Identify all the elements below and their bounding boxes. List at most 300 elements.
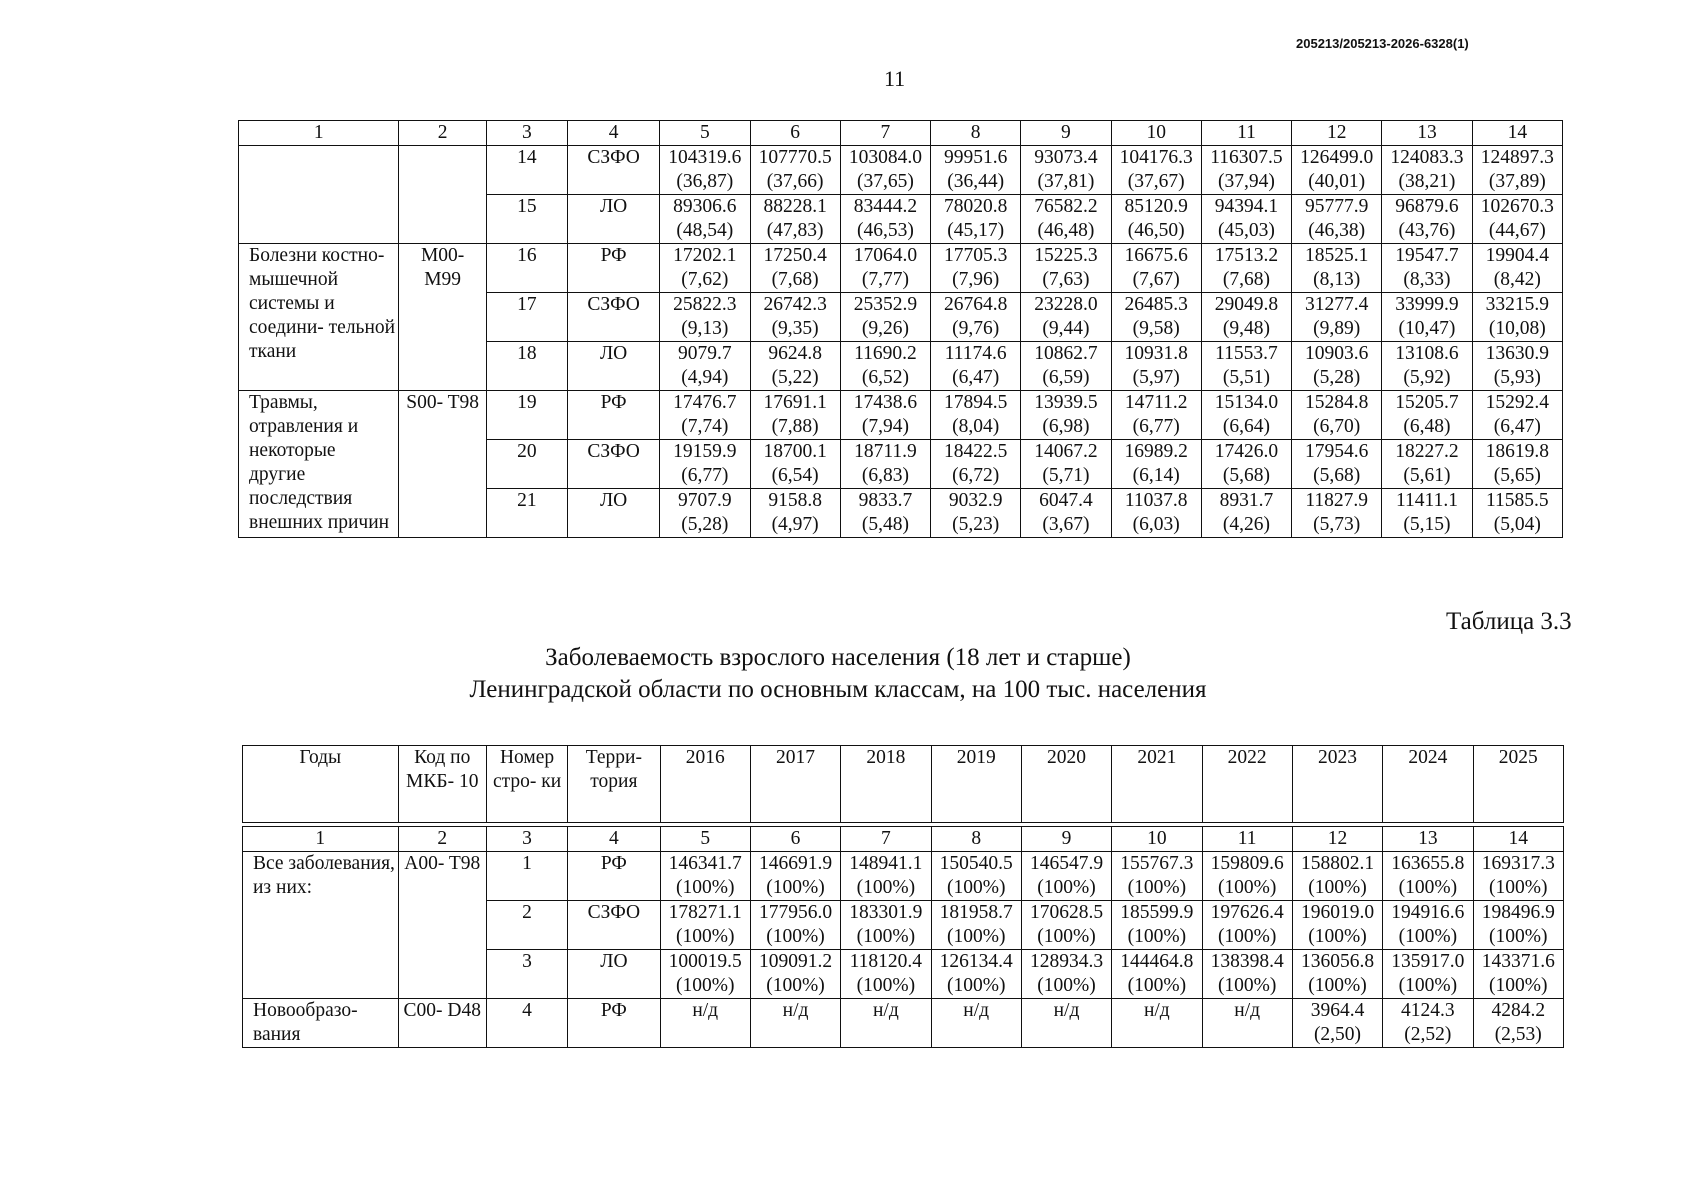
value-main: 99951.6 xyxy=(943,147,1008,168)
table-row xyxy=(239,244,1563,293)
value-main: 136056.8 xyxy=(1300,951,1375,972)
value-share: (9,35) xyxy=(771,318,819,339)
value-cell xyxy=(1292,901,1382,950)
header-year: 2017 xyxy=(750,746,840,823)
value-share: (4,97) xyxy=(771,514,819,535)
header-year: 2023 xyxy=(1292,746,1382,823)
value-main: 85120.9 xyxy=(1124,196,1188,217)
value-cell xyxy=(660,146,750,195)
column-number: 12 xyxy=(1292,827,1382,852)
value-main: 17894.5 xyxy=(943,392,1008,413)
value-share: (6,59) xyxy=(1042,367,1090,388)
table-row xyxy=(243,999,1564,1048)
value-share: (3,67) xyxy=(1042,514,1090,535)
value-share: (46,53) xyxy=(856,220,914,241)
value-share: (6,54) xyxy=(771,465,819,486)
header-territory: Терри- тория xyxy=(568,746,660,823)
value-share: (100%) xyxy=(1308,975,1367,996)
value-cell xyxy=(1021,391,1111,440)
column-number: 3 xyxy=(486,827,567,852)
value-share: (100%) xyxy=(856,975,916,996)
column-number: 9 xyxy=(1021,121,1111,146)
value-cell xyxy=(841,999,931,1048)
value-main: 17705.3 xyxy=(943,245,1008,266)
value-cell xyxy=(1292,950,1382,999)
value-share: (100%) xyxy=(1217,975,1277,996)
value-cell xyxy=(1292,440,1382,489)
value-share: (100%) xyxy=(1308,877,1367,898)
value-share xyxy=(661,1023,750,1047)
value-share: (6,72) xyxy=(952,465,1000,486)
value-main: 89306.6 xyxy=(673,196,737,217)
value-cell xyxy=(840,342,930,391)
value-main: 124083.3 xyxy=(1390,147,1464,168)
value-cell xyxy=(750,440,840,489)
value-main: 10903.6 xyxy=(1305,343,1369,364)
value-share: (37,89) xyxy=(1488,171,1546,192)
value-share: (37,81) xyxy=(1037,171,1095,192)
value-cell xyxy=(1382,293,1472,342)
value-share: (48,54) xyxy=(676,220,734,241)
column-number-row xyxy=(239,121,1563,146)
value-main: 9079.7 xyxy=(678,343,732,364)
value-main: 135917.0 xyxy=(1391,951,1465,972)
column-number: 14 xyxy=(1473,827,1564,852)
value-cell xyxy=(660,999,750,1048)
value-cell xyxy=(1472,146,1562,195)
value-cell xyxy=(1382,440,1472,489)
value-main: 124897.3 xyxy=(1480,147,1554,168)
value-cell xyxy=(1112,901,1202,950)
value-share: (44,67) xyxy=(1488,220,1546,241)
value-cell xyxy=(1111,293,1201,342)
value-main: 11174.6 xyxy=(944,343,1007,364)
value-share: (7,88) xyxy=(771,416,819,437)
line-number: 16 xyxy=(486,244,567,293)
value-cell xyxy=(750,146,840,195)
value-share: (6,98) xyxy=(1042,416,1090,437)
value-main: 11827.9 xyxy=(1305,490,1369,511)
value-cell xyxy=(1201,489,1291,538)
value-main: 31277.4 xyxy=(1305,294,1369,315)
value-cell xyxy=(931,999,1021,1048)
header-year: 2019 xyxy=(931,746,1021,823)
value-share: (100%) xyxy=(675,877,735,898)
document-id: 205213/205213-2026-6328(1) xyxy=(1296,36,1469,51)
value-share: (6,83) xyxy=(861,465,909,486)
value-main: 104319.6 xyxy=(668,147,742,168)
value-share: (7,67) xyxy=(1132,269,1180,290)
column-number: 2 xyxy=(399,121,486,146)
header-year: 2016 xyxy=(660,746,750,823)
value-share: (100%) xyxy=(856,926,916,947)
value-share: (46,50) xyxy=(1127,220,1185,241)
column-number: 8 xyxy=(931,121,1021,146)
value-share: (100%) xyxy=(1127,877,1187,898)
value-share: (43,76) xyxy=(1398,220,1456,241)
value-cell xyxy=(1111,391,1201,440)
value-cell xyxy=(841,901,931,950)
value-share: (7,63) xyxy=(1042,269,1090,290)
value-main: 11411.1 xyxy=(1396,490,1458,511)
value-main: 18711.9 xyxy=(854,441,917,462)
value-share: (40,01) xyxy=(1308,171,1366,192)
column-number: 3 xyxy=(486,121,567,146)
value-share: (37,67) xyxy=(1127,171,1185,192)
column-number: 1 xyxy=(239,121,399,146)
value-cell xyxy=(840,489,930,538)
value-cell xyxy=(1383,950,1473,999)
value-cell xyxy=(1021,146,1111,195)
value-main: 94394.1 xyxy=(1214,196,1279,217)
value-share: (7,96) xyxy=(952,269,1000,290)
value-share: (2,50) xyxy=(1313,1024,1362,1045)
territory: РФ xyxy=(567,391,659,440)
value-cell xyxy=(1473,950,1564,999)
value-main: 17064.0 xyxy=(853,245,918,266)
value-share: (7,68) xyxy=(771,269,819,290)
value-main: 26742.3 xyxy=(763,294,827,315)
table-row xyxy=(239,391,1563,440)
value-main: 18227.2 xyxy=(1395,441,1459,462)
value-cell xyxy=(1382,244,1472,293)
value-cell xyxy=(1111,195,1201,244)
value-share: (10,47) xyxy=(1398,318,1456,339)
value-main: 146691.9 xyxy=(758,853,833,874)
territory: СЗФО xyxy=(568,901,660,950)
value-share: (5,61) xyxy=(1403,465,1451,486)
value-cell xyxy=(1472,391,1562,440)
value-main: 15284.8 xyxy=(1305,392,1369,413)
value-main: 17426.0 xyxy=(1214,441,1279,462)
value-main: 33999.9 xyxy=(1395,294,1459,315)
column-number: 1 xyxy=(243,827,399,852)
value-share: (37,65) xyxy=(856,171,914,192)
value-main: 26485.3 xyxy=(1124,294,1188,315)
header-line-number: Номер стро- ки xyxy=(486,746,567,823)
value-share: (8,33) xyxy=(1403,269,1451,290)
value-main: 183301.9 xyxy=(849,902,923,923)
value-main: 26764.8 xyxy=(943,294,1008,315)
value-cell xyxy=(1201,293,1291,342)
value-main: 159809.6 xyxy=(1210,853,1284,874)
value-cell xyxy=(1472,440,1562,489)
value-cell xyxy=(750,852,840,901)
value-main: н/д xyxy=(1053,1000,1080,1021)
value-main: 17691.1 xyxy=(763,392,827,413)
value-main: 4124.3 xyxy=(1401,1000,1455,1021)
value-main: 9032.9 xyxy=(948,490,1003,511)
column-number: 11 xyxy=(1202,827,1292,852)
value-cell xyxy=(931,901,1021,950)
value-share: (9,26) xyxy=(861,318,909,339)
value-cell xyxy=(1021,244,1111,293)
column-number: 11 xyxy=(1201,121,1291,146)
value-cell xyxy=(840,146,930,195)
value-share: (6,03) xyxy=(1132,514,1180,535)
value-share: (38,21) xyxy=(1398,171,1456,192)
table-3-3-header xyxy=(242,745,1564,823)
icd-code: S00- T98 xyxy=(399,391,486,538)
line-number: 1 xyxy=(486,852,567,901)
value-main: 9833.7 xyxy=(858,490,913,511)
value-cell xyxy=(1383,901,1473,950)
value-main: 13939.5 xyxy=(1034,392,1098,413)
column-number: 13 xyxy=(1382,121,1472,146)
value-share: (7,74) xyxy=(681,416,729,437)
value-cell xyxy=(931,950,1021,999)
column-number: 7 xyxy=(840,121,930,146)
value-share: (100%) xyxy=(1037,926,1096,947)
column-number: 10 xyxy=(1112,827,1202,852)
value-cell xyxy=(1111,244,1201,293)
value-share: (100%) xyxy=(1489,975,1548,996)
value-share: (45,03) xyxy=(1218,220,1275,241)
value-main: 11037.8 xyxy=(1124,490,1188,511)
value-cell xyxy=(1202,999,1292,1048)
value-cell xyxy=(1021,440,1111,489)
value-share: (37,66) xyxy=(766,171,824,192)
value-cell xyxy=(1473,852,1564,901)
value-main: 17438.6 xyxy=(853,392,918,413)
value-share: (100%) xyxy=(946,926,1006,947)
column-number: 6 xyxy=(750,827,840,852)
value-main: 33215.9 xyxy=(1485,294,1549,315)
value-cell xyxy=(931,489,1021,538)
value-cell xyxy=(1201,391,1291,440)
value-cell xyxy=(931,244,1021,293)
value-cell xyxy=(1382,342,1472,391)
value-main: 6047.4 xyxy=(1039,490,1093,511)
value-main: 128934.3 xyxy=(1029,951,1104,972)
value-main: 118120.4 xyxy=(849,951,923,972)
value-share: (6,47) xyxy=(1493,416,1541,437)
value-cell xyxy=(750,391,840,440)
column-number-row xyxy=(243,827,1564,852)
value-cell xyxy=(1201,195,1291,244)
value-cell xyxy=(1292,852,1382,901)
value-share xyxy=(1112,1023,1201,1047)
value-cell xyxy=(1202,852,1292,901)
value-share: (5,51) xyxy=(1222,367,1271,388)
value-share: (10,08) xyxy=(1488,318,1546,339)
value-share: (5,97) xyxy=(1132,367,1180,388)
line-number: 18 xyxy=(486,342,567,391)
value-main: 19159.9 xyxy=(673,441,737,462)
value-main: 109091.2 xyxy=(758,951,833,972)
value-cell xyxy=(1112,999,1202,1048)
value-main: 181958.7 xyxy=(939,902,1013,923)
value-main: 83444.2 xyxy=(853,196,918,217)
territory: ЛО xyxy=(567,489,659,538)
value-main: 197626.4 xyxy=(1210,902,1284,923)
column-number: 2 xyxy=(398,827,486,852)
value-cell xyxy=(750,999,840,1048)
header-row xyxy=(243,746,1564,823)
value-main: 144464.8 xyxy=(1120,951,1194,972)
column-number: 8 xyxy=(931,827,1021,852)
value-share: (8,13) xyxy=(1313,269,1361,290)
value-share: (100%) xyxy=(1398,926,1458,947)
line-number: 19 xyxy=(486,391,567,440)
value-share: (6,52) xyxy=(861,367,909,388)
value-cell xyxy=(660,195,750,244)
value-main: 17476.7 xyxy=(673,392,737,413)
table-title-line-1: Заболеваемость взрослого населения (18 лет и старше) xyxy=(545,644,1131,671)
column-number: 12 xyxy=(1292,121,1382,146)
value-share: (100%) xyxy=(1127,926,1187,947)
value-share: (5,68) xyxy=(1222,465,1271,486)
value-share: (5,04) xyxy=(1493,514,1541,535)
value-main: 78020.8 xyxy=(943,196,1008,217)
value-cell xyxy=(840,293,930,342)
value-share: (6,70) xyxy=(1313,416,1361,437)
value-cell xyxy=(841,852,931,901)
value-share: (47,83) xyxy=(766,220,824,241)
value-share: (8,04) xyxy=(952,416,1000,437)
value-share: (9,48) xyxy=(1222,318,1271,339)
value-cell xyxy=(1201,440,1291,489)
value-cell xyxy=(1021,195,1111,244)
value-share: (100%) xyxy=(1308,926,1367,947)
value-share: (100%) xyxy=(1398,877,1458,898)
value-cell xyxy=(931,440,1021,489)
value-share: (9,89) xyxy=(1313,318,1361,339)
value-cell xyxy=(1021,901,1111,950)
value-cell xyxy=(1021,852,1111,901)
value-share: (100%) xyxy=(946,877,1006,898)
value-cell xyxy=(660,950,750,999)
value-share: (7,94) xyxy=(861,416,909,437)
value-main: 169317.3 xyxy=(1481,853,1555,874)
table-continuation xyxy=(238,120,1563,538)
value-share: (5,65) xyxy=(1493,465,1541,486)
value-cell xyxy=(1382,195,1472,244)
value-cell xyxy=(931,146,1021,195)
value-cell xyxy=(1111,342,1201,391)
value-cell xyxy=(1382,489,1472,538)
value-share xyxy=(1022,1023,1111,1047)
value-cell xyxy=(931,195,1021,244)
value-cell xyxy=(1111,146,1201,195)
territory: РФ xyxy=(567,244,659,293)
icd-code xyxy=(399,146,486,244)
value-main: 158802.1 xyxy=(1300,853,1375,874)
value-cell xyxy=(1292,293,1382,342)
column-number: 4 xyxy=(567,121,659,146)
header-year: 2020 xyxy=(1021,746,1111,823)
value-main: 146547.9 xyxy=(1029,853,1104,874)
disease-class: Травмы, отравления и некоторые другие последствия внешних причин xyxy=(239,391,399,538)
value-cell xyxy=(1021,950,1111,999)
value-share: (100%) xyxy=(1037,975,1096,996)
header-year: 2025 xyxy=(1473,746,1564,823)
header-year: 2021 xyxy=(1112,746,1202,823)
value-cell xyxy=(1473,901,1564,950)
value-share: (100%) xyxy=(766,926,825,947)
value-cell xyxy=(750,244,840,293)
value-main: 8931.7 xyxy=(1219,490,1274,511)
value-cell xyxy=(660,489,750,538)
value-cell xyxy=(660,901,750,950)
value-share: (100%) xyxy=(1037,877,1096,898)
value-share: (9,76) xyxy=(952,318,1000,339)
value-cell xyxy=(1292,195,1382,244)
value-main: 185599.9 xyxy=(1120,902,1194,923)
table-title-line-2: Ленинградской области по основным классам, на 100 тыс. населения xyxy=(469,676,1207,703)
table-number: Таблица 3.3 xyxy=(1446,608,1572,635)
value-main: 19904.4 xyxy=(1485,245,1549,266)
value-share: (100%) xyxy=(856,877,916,898)
line-number: 2 xyxy=(486,901,567,950)
disease-class: Болезни костно- мышечной системы и соедини- тельной ткани xyxy=(239,244,399,391)
value-cell xyxy=(1112,950,1202,999)
territory: СЗФО xyxy=(567,293,659,342)
value-cell xyxy=(660,293,750,342)
value-cell xyxy=(750,293,840,342)
column-number: 6 xyxy=(750,121,840,146)
column-number: 7 xyxy=(841,827,931,852)
icd-code: A00- T98 xyxy=(398,852,486,999)
line-number: 4 xyxy=(486,999,567,1048)
value-main: 11585.5 xyxy=(1485,490,1549,511)
value-share: (9,58) xyxy=(1132,318,1180,339)
column-number: 10 xyxy=(1111,121,1201,146)
value-main: 9158.8 xyxy=(768,490,822,511)
line-number: 3 xyxy=(486,950,567,999)
value-main: 19547.7 xyxy=(1395,245,1459,266)
value-share: (5,73) xyxy=(1313,514,1361,535)
disease-class: Все заболевания, из них: xyxy=(243,852,399,999)
value-share: (5,22) xyxy=(771,367,819,388)
value-main: 9707.9 xyxy=(678,490,732,511)
value-main: 155767.3 xyxy=(1120,853,1194,874)
value-main: 196019.0 xyxy=(1300,902,1375,923)
value-main: 170628.5 xyxy=(1029,902,1104,923)
value-cell xyxy=(1383,852,1473,901)
value-main: н/д xyxy=(963,1000,990,1021)
value-main: 15134.0 xyxy=(1214,392,1279,413)
value-share xyxy=(932,1023,1021,1047)
value-cell xyxy=(931,342,1021,391)
value-cell xyxy=(1472,244,1562,293)
value-share: (100%) xyxy=(1489,926,1548,947)
value-main: н/д xyxy=(782,1000,809,1021)
value-cell xyxy=(840,391,930,440)
value-share: (4,26) xyxy=(1222,514,1271,535)
value-main: 126499.0 xyxy=(1300,147,1374,168)
value-main: 23228.0 xyxy=(1034,294,1098,315)
value-cell xyxy=(1382,391,1472,440)
value-cell xyxy=(1021,999,1111,1048)
value-cell xyxy=(660,852,750,901)
line-number: 15 xyxy=(486,195,567,244)
column-number: 13 xyxy=(1383,827,1473,852)
value-cell xyxy=(750,950,840,999)
value-share: (5,93) xyxy=(1493,367,1541,388)
value-share: (100%) xyxy=(675,926,735,947)
value-share: (2,53) xyxy=(1494,1024,1542,1045)
page-number: 11 xyxy=(884,66,906,91)
value-cell xyxy=(1202,901,1292,950)
value-main: 100019.5 xyxy=(668,951,742,972)
value-main: 198496.9 xyxy=(1481,902,1555,923)
value-cell xyxy=(1292,391,1382,440)
value-share: (100%) xyxy=(1127,975,1187,996)
value-cell xyxy=(840,440,930,489)
value-share: (46,38) xyxy=(1308,220,1366,241)
value-share: (100%) xyxy=(1398,975,1458,996)
